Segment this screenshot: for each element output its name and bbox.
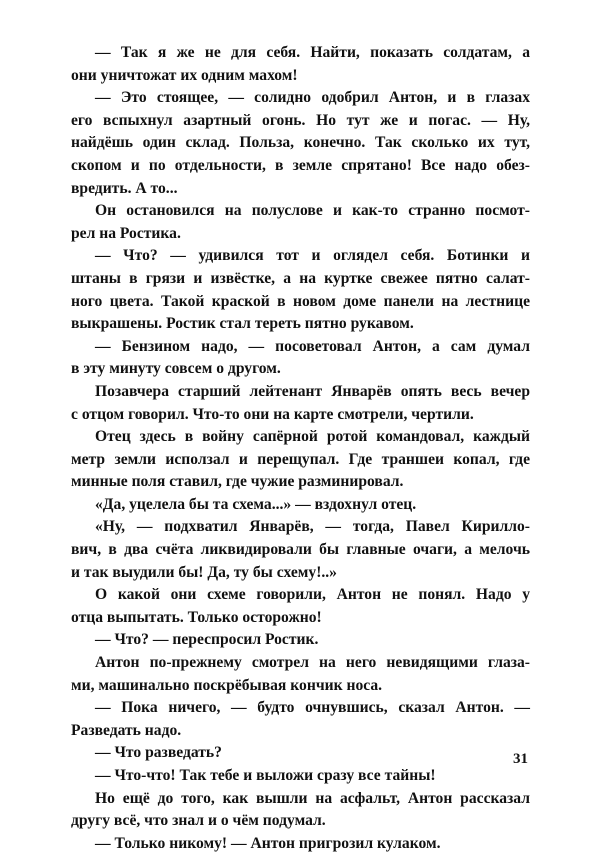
text-line: минные поля ставил, где чужие разминировал. [71,473,404,491]
text-line: — Что? — переспросил Ростик. [95,631,319,649]
text-line: Разведать надо. [71,721,182,739]
text-line: вредить. А то... [71,179,178,197]
text-line: «Да, уцелела бы та схема...» — вздохнул отец. [95,495,417,513]
text-line: — Пока ничего, — будто очнувшись, сказал Антон. — [95,699,530,717]
text-line: — Это стоящее, — солидно одобрил Антон, и в глазах [95,89,530,107]
text-line: О какой они схеме говорили, Антон не понял. Надо у [95,586,530,604]
text-line: — Что? — удивился тот и оглядел себя. Ботинки и [95,247,530,265]
text-line: скопом и по отдельности, в земле спрятано! Все надо обез- [71,156,530,174]
text-line: выкрашены. Ростик стал тереть пятно рукавом. [71,315,414,333]
text-line: и так выудили бы! Да, ту бы схему!..» [71,563,337,581]
text-line: штаны в грязи и извёстке, а на куртке свежее пятно салат- [71,269,530,287]
page-number: 31 [513,751,528,767]
text-line: рел на Ростика. [71,224,181,242]
text-line: Позавчера старший лейтенант Январёв опять весь вечер [95,382,530,400]
text-line: — Что разведать? [95,744,222,762]
text-line: — Что-что! Так тебе и выложи сразу все тайны! [95,767,436,784]
text-line: — Так я же не для себя. Найти, показать солдатам, а [95,44,530,61]
body-text [71,42,530,855]
text-line: они уничтожат их одним махом! [71,66,298,84]
text-line: Но ещё до того, как вышли на асфальт, Антон рассказал [95,789,530,807]
text-line: метр земли исползал и перещупал. Где траншеи копал, где [71,450,530,468]
text-line: в эту минуту совсем о другом. [71,360,281,378]
text-line: с отцом говорил. Что-то они на карте смотрели, чертили. [71,405,474,423]
text-line: найдёшь один склад. Польза, конечно. Так сколько их тут, [71,134,530,152]
text-line: — Бензином надо, — посоветовал Антон, а сам думал [95,337,530,355]
text-line: Отец здесь в войну сапёрной ротой командовал, каждый [95,428,530,446]
text-line: его вспыхнул азартный огонь. Но тут же и погас. — Ну, [71,111,530,129]
text-line: «Ну, — подхватил Январёв, — тогда, Павел Кирилло- [95,518,530,536]
text-line: Антон по-прежнему смотрел на него невидящими глаза- [95,654,530,672]
text-line: ного цвета. Такой краской в новом доме панели на лестнице [71,292,530,310]
text-line: — Только никому! — Антон пригрозил кулаком. [95,834,441,852]
text-line: Он остановился на полуслове и как-то странно посмот- [95,202,530,220]
text-line: вич, в два счёта ликвидировали бы главные очаги, а мелочь [71,541,530,559]
text-line: отца выпытать. Только осторожно! [71,608,322,626]
text-line: ми, машинально поскрёбывая кончик носа. [71,676,383,694]
text-line: другу всё, что знал и о чём подумал. [71,812,326,830]
